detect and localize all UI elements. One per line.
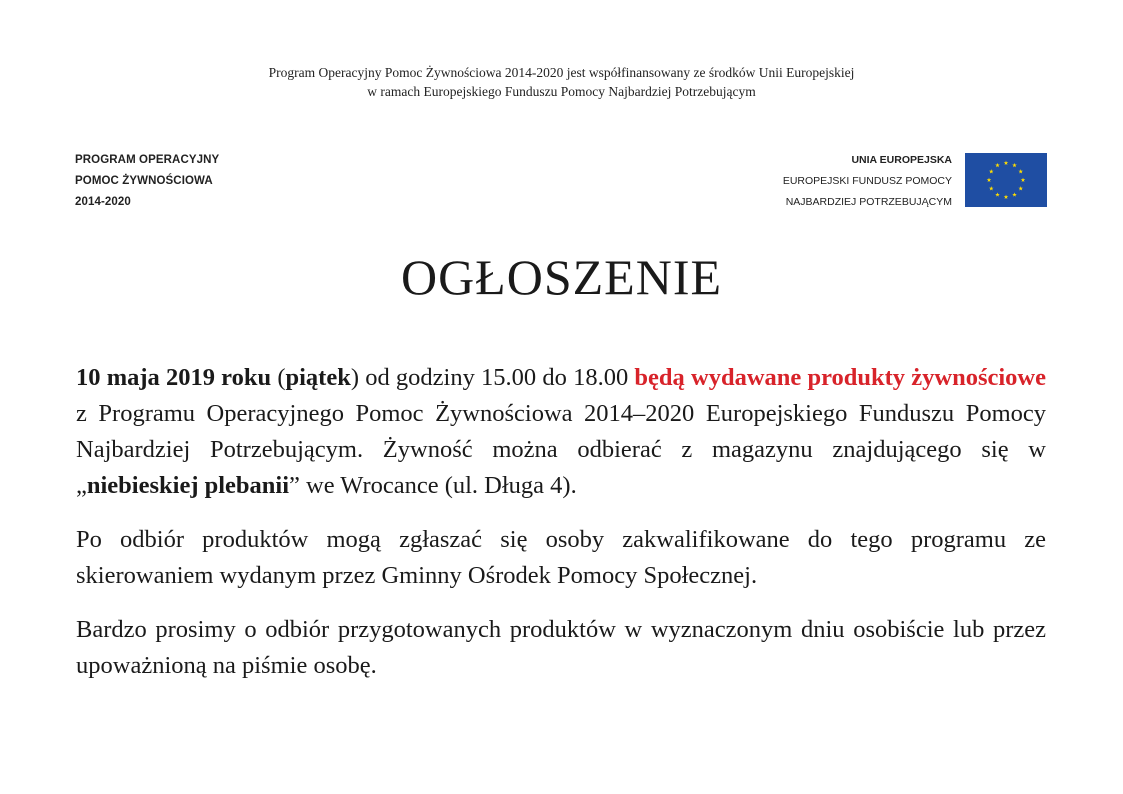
address-text: ” we Wrocance (ul. Długa 4). (289, 472, 577, 499)
program-logo-text (75, 150, 219, 213)
program-logo-line-1: PROGRAM OPERACYJNY (75, 154, 220, 166)
program-text: z Programu Operacyjnego Pomoc Żywnościowa 2014–2020 Europejskiego Funduszu Pomocy Najbardziej Potrzebującym. Żywność można odbierać z magazynu znajdującego się w „ (76, 400, 1046, 499)
paragraph-request: Bardzo prosimy o odbiór przygotowanych produktów w wyznaczonym dniu osobiście lub przez upoważnioną na piśmie osobę. (76, 616, 1046, 679)
eu-star-icon (1004, 161, 1009, 165)
eu-logo-line-3: NAJBARDZIEJ POTRZEBUJĄCYM (785, 196, 952, 208)
paragraph-eligibility: Po odbiór produktów mogą zgłaszać się osoby zakwalifikowane do tego programu ze skierowaniem wydanym przez Gminny Ośrodek Pomocy Społecznej. (76, 526, 1046, 589)
hours-text: ) od godziny 15.00 do 18.00 (350, 364, 635, 391)
date-text: 10 maja 2019 roku (76, 364, 272, 391)
weekday-text: piątek (285, 364, 351, 391)
program-logo-line-2: POMOC ŻYWNOŚCIOWA (75, 175, 213, 187)
eu-star-icon (987, 178, 992, 182)
cofinancing-line-2: w ramach Europejskiego Funduszu Pomocy Najbardziej Potrzebującym (367, 84, 756, 99)
cofinancing-line-1: Program Operacyjny Pomoc Żywnościowa 2014-2020 jest współfinansowany ze środków Unii Europejskiej (268, 65, 855, 80)
eu-flag-icon (965, 153, 1047, 207)
cofinancing-note (0, 63, 1123, 101)
paragraph-date-info (76, 360, 1046, 504)
announcement-body (76, 360, 1046, 684)
program-logo-line-3: 2014-2020 (75, 196, 131, 208)
eu-star-icon (1018, 169, 1023, 173)
place-text: niebieskiej plebanii (86, 472, 290, 499)
eu-star-icon (1012, 163, 1017, 167)
eu-logo-line-2: EUROPEJSKI FUNDUSZ POMOCY (782, 175, 952, 187)
page-title: OGŁOSZENIE (400, 249, 723, 305)
eu-star-icon (1018, 186, 1023, 190)
eu-star-icon (989, 186, 994, 190)
open-paren: ( (271, 364, 286, 391)
eu-star-icon (1012, 192, 1017, 196)
eu-logo-line-1: UNIA EUROPEJSKA (851, 154, 952, 166)
eu-star-icon (989, 169, 994, 173)
eu-star-icon (995, 192, 1000, 196)
eu-logo-text (783, 150, 952, 213)
eu-star-icon (1021, 178, 1026, 182)
highlight-text: będą wydawane produkty żywnościowe (634, 364, 1046, 391)
eu-star-icon (995, 163, 1000, 167)
eu-star-icon (1004, 195, 1009, 199)
